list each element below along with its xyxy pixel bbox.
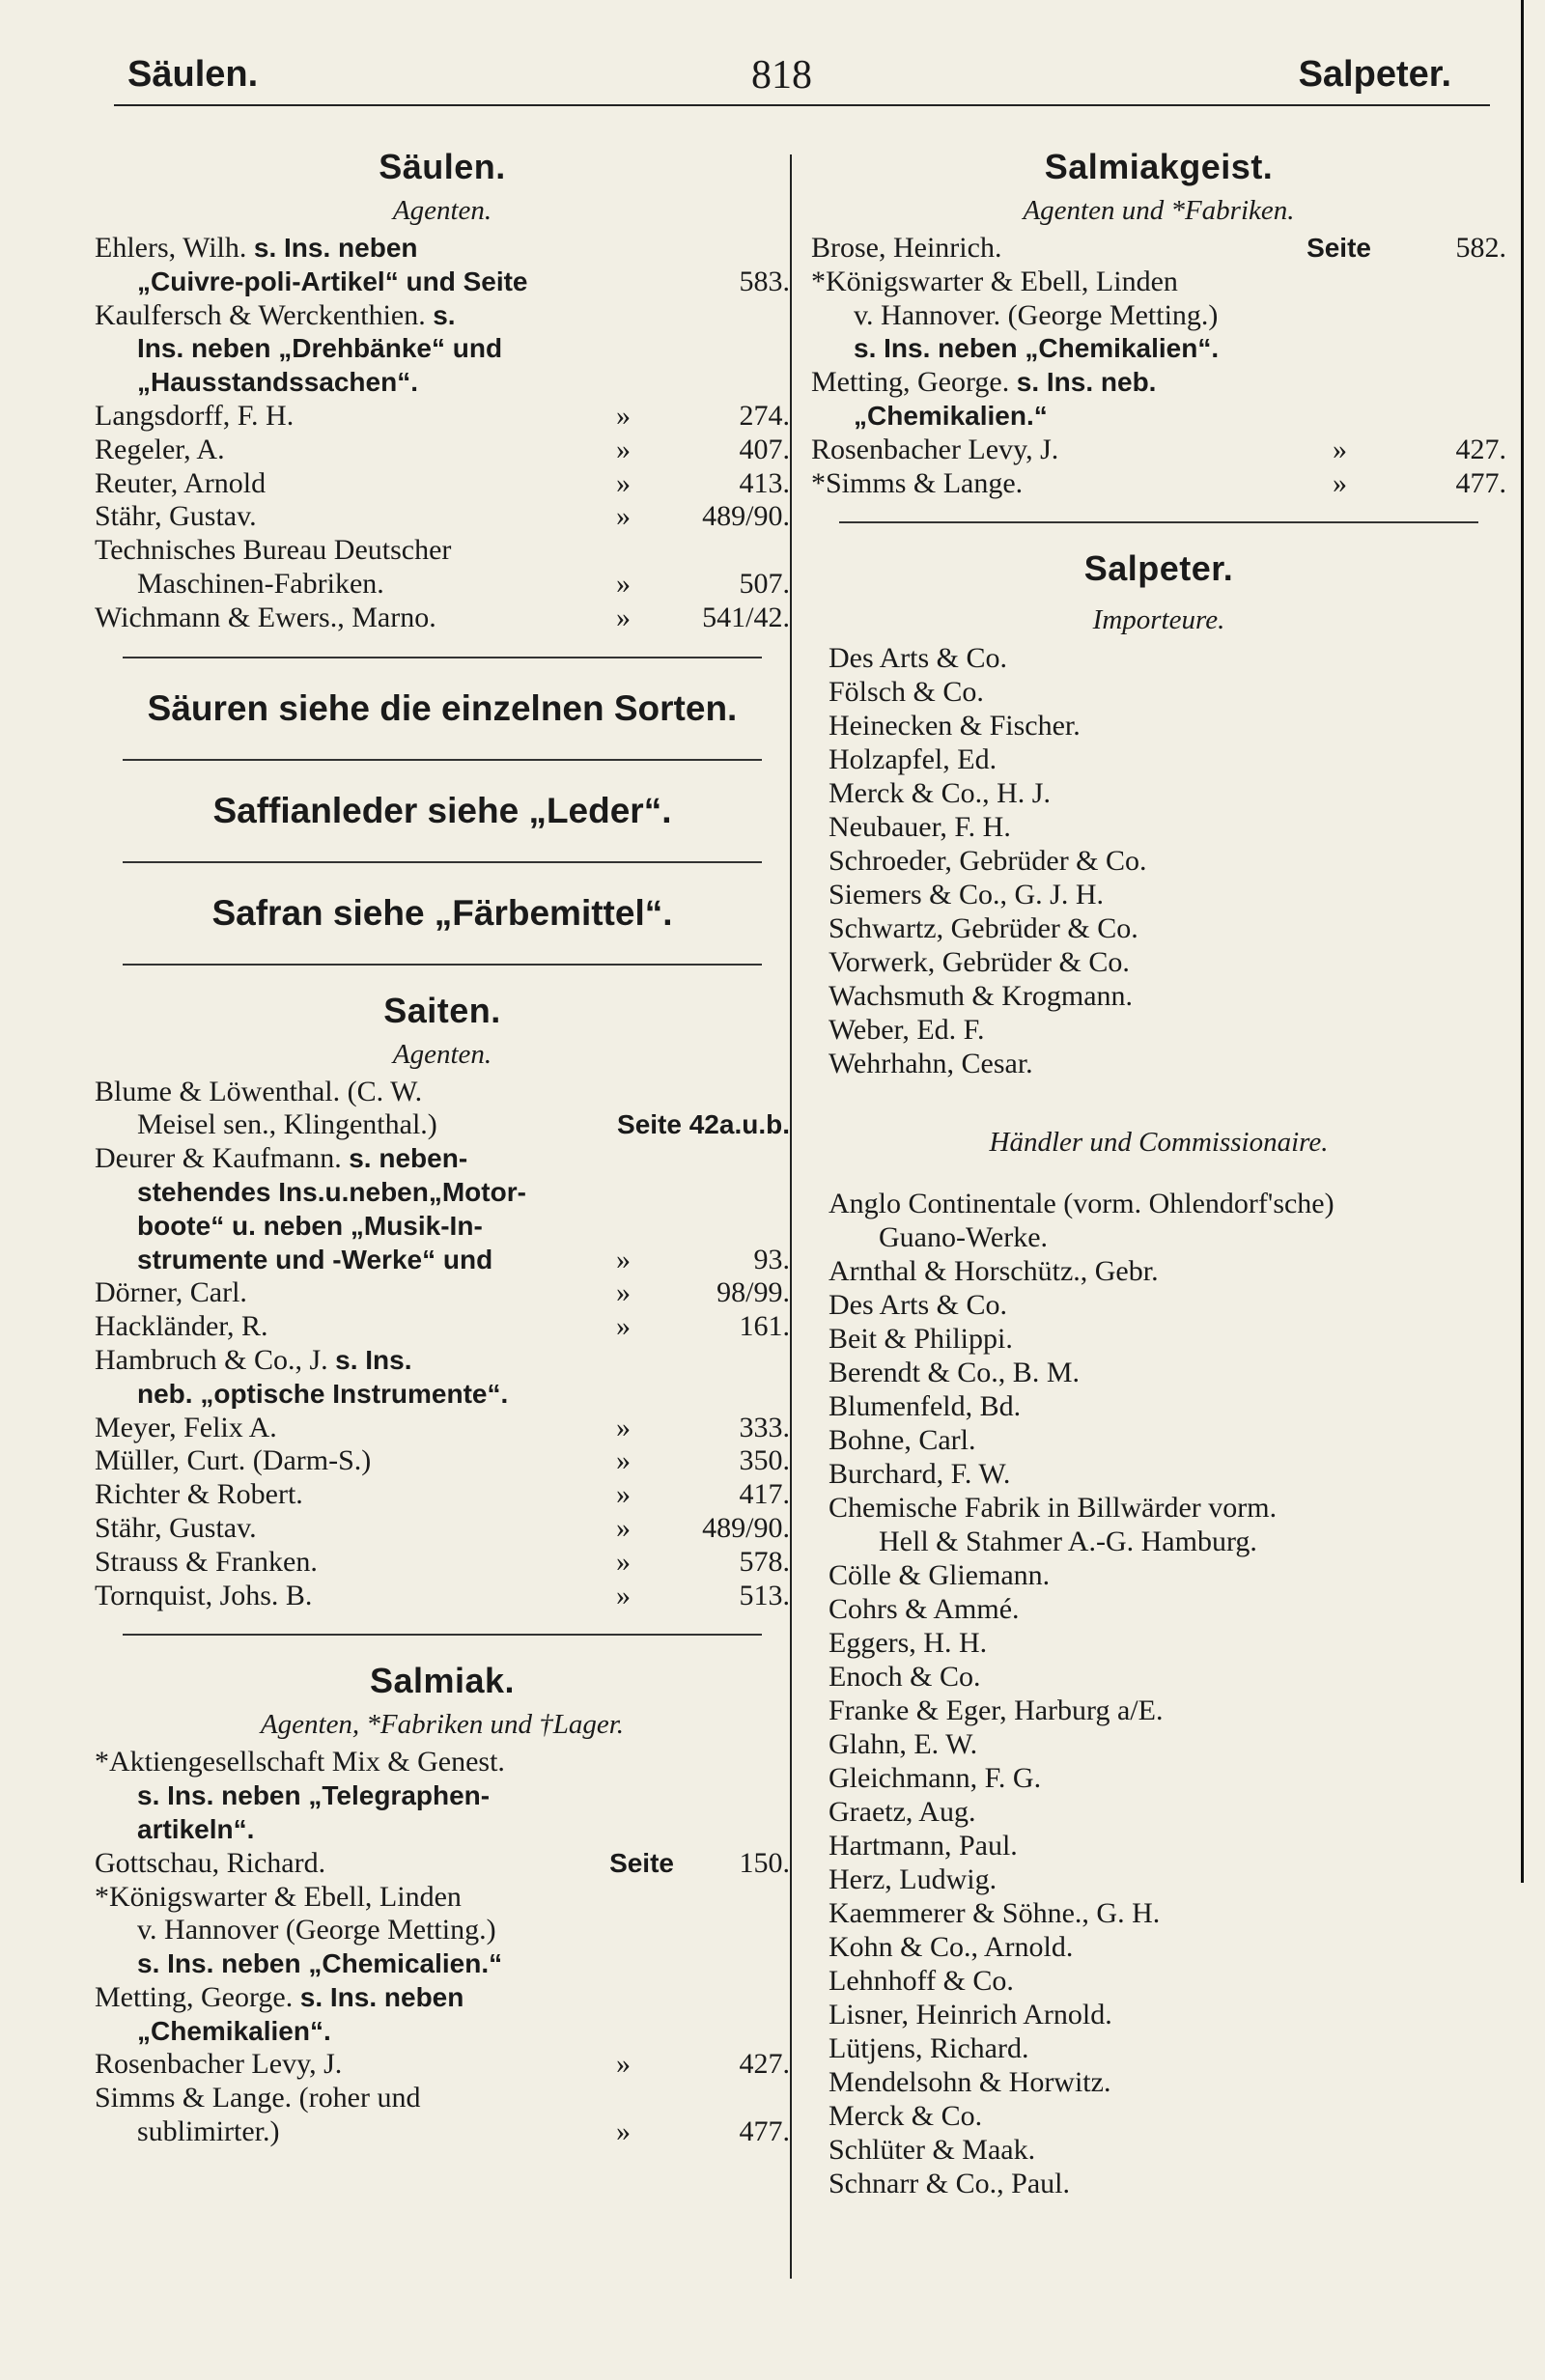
list-item: Gottschau, Richard. Seite 150. (95, 1846, 790, 1879)
cross-reference-saffianleder: Saffianleder siehe „Leder“. (212, 790, 672, 830)
list-item: Ehlers, Wilh. s. Ins. neben „Cuivre-poli-Artikel“ und Seite 583. (95, 232, 790, 297)
list-item: Anglo Continentale (vorm. Ohlendorf'sche) (829, 1188, 1334, 1220)
list-item: Rosenbacher Levy, J. » 427. (95, 2048, 790, 2081)
section-subtitle: Händler und Commissionaire. (989, 1127, 1329, 1159)
list-item: Lehnhoff & Co. (829, 1965, 1014, 1998)
list-item: Hambruch & Co., J. s. Ins. neb. „optische Instrumente“. (95, 1343, 509, 1409)
list-item: *Aktiengesellschaft Mix & Genest. s. Ins. neben „Telegraphen- artikeln“. (95, 1746, 505, 1844)
list-item: Des Arts & Co. (829, 642, 1008, 675)
list-item: Schroeder, Gebrüder & Co. (829, 845, 1147, 878)
section-title: Salpeter. (1083, 548, 1234, 589)
haendler-list (811, 1187, 1506, 2200)
section-subtitle: Agenten. (392, 195, 492, 226)
list-item: Beit & Philippi. (829, 1323, 1013, 1356)
list-item: Berendt & Co., B. M. (829, 1357, 1080, 1389)
divider (839, 521, 1478, 523)
list-item: Schlüter & Maak. (829, 2134, 1036, 2167)
list-item: Bohne, Carl. (829, 1424, 976, 1457)
list-item: Rosenbacher Levy, J. » 427. (811, 433, 1506, 465)
page-edge-rule (1521, 0, 1524, 1883)
section-title: Salmiakgeist. (1044, 147, 1274, 186)
list-item: Franke & Eger, Harburg a/E. (829, 1694, 1164, 1727)
list-item: Merck & Co., H. J. (829, 777, 1051, 810)
list-item: Blumenfeld, Bd. (829, 1390, 1022, 1423)
list-item: Arnthal & Horschütz., Gebr. (829, 1255, 1159, 1288)
list-item: Weber, Ed. F. (829, 1014, 985, 1047)
list-item: Kaulfersch & Werckenthien. s. Ins. neben „Drehbänke“ und „Hausstandssachen“. (95, 298, 503, 398)
list-item: Siemers & Co., G. J. H. (829, 879, 1104, 911)
cross-reference-safran: Safran siehe „Färbemittel“. (211, 892, 673, 933)
list-item: Meyer, Felix A. » 333. (95, 1411, 790, 1443)
list-item: Technisches Bureau Deutscher Maschinen-Fabriken. » 507. (95, 534, 790, 600)
list-item-continuation: Hell & Stahmer A.-G. Hamburg. (879, 1526, 1257, 1558)
list-item: *Königswarter & Ebell, Linden v. Hannover. (George Metting.) s. Ins. neben „Chemikalien“. (811, 265, 1220, 364)
list-item: Hartmann, Paul. (829, 1830, 1018, 1862)
section-title: Säulen. (379, 147, 506, 186)
list-item: Strauss & Franken. » 578. (95, 1545, 790, 1578)
divider (123, 861, 762, 863)
section-subtitle: Agenten und *Fabriken. (1023, 195, 1295, 226)
list-item: Simms & Lange. (roher und sublimirter.) » 477. (95, 2082, 790, 2148)
list-item: Tornquist, Johs. B. » 513. (95, 1579, 790, 1611)
section-subtitle: Importeure. (1092, 604, 1225, 636)
list-item: Wehrhahn, Cesar. (829, 1048, 1033, 1080)
list-item: *Königswarter & Ebell, Linden v. Hannover (George Metting.) s. Ins. neben „Chemicalien.“ (95, 1880, 503, 1979)
list-item: Graetz, Aug. (829, 1796, 976, 1829)
section-subtitle: Agenten, *Fabriken und †Lager. (260, 1709, 625, 1741)
list-item: Neubauer, F. H. (829, 811, 1011, 844)
list-item: Burchard, F. W. (829, 1458, 1011, 1491)
list-item: Müller, Curt. (Darm-S.) » 350. (95, 1444, 790, 1477)
cross-reference-saeuren: Säuren siehe die einzelnen Sorten. (147, 687, 738, 728)
list-item: Wichmann & Ewers., Marno. » 541/42. (95, 601, 790, 633)
section-salmiakgeist (811, 143, 1506, 500)
list-item: Langsdorff, F. H. » 274. (95, 399, 790, 432)
list-item-continuation: Guano-Werke. (879, 1221, 1049, 1254)
list-item: Schwartz, Gebrüder & Co. (829, 912, 1138, 945)
list-item: Metting, George. s. Ins. neben „Chemikalien“. (95, 1980, 464, 2046)
header-left-keyword: Säulen. (127, 54, 259, 95)
list-item: Kaemmerer & Söhne., G. H. (829, 1897, 1161, 1930)
list-item: Merck & Co. (829, 2100, 983, 2133)
list-item: Schnarr & Co., Paul. (829, 2168, 1070, 2200)
list-item: Kohn & Co., Arnold. (829, 1931, 1074, 1964)
list-item: Mendelsohn & Horwitz. (829, 2066, 1111, 2099)
list-item: Wachsmuth & Krogmann. (829, 980, 1134, 1013)
list-item: Heinecken & Fischer. (829, 710, 1081, 742)
list-item: Chemische Fabrik in Billwärder vorm. (829, 1492, 1278, 1525)
header-right-keyword: Salpeter. (1298, 54, 1451, 95)
list-item: Dörner, Carl. » 98/99. (95, 1276, 790, 1309)
section-salpeter (811, 545, 1506, 2200)
list-item: Stähr, Gustav. » 489/90. (95, 500, 790, 533)
list-item: Des Arts & Co. (829, 1289, 1008, 1322)
divider (123, 657, 762, 658)
list-item: Blume & Löwenthal. (C. W. Meisel sen., Klingenthal.) Seite 42a.u.b. (95, 1075, 790, 1141)
list-item: Lütjens, Richard. (829, 2032, 1029, 2065)
list-item: Richter & Robert. » 417. (95, 1478, 790, 1511)
left-column (95, 143, 790, 2149)
list-item: Cölle & Gliemann. (829, 1559, 1051, 1592)
list-item: Fölsch & Co. (829, 676, 984, 709)
list-item: Metting, George. s. Ins. neb. „Chemikalien.“ (811, 366, 1157, 431)
list-item: Regeler, A. » 407. (95, 433, 790, 465)
list-item: Hackländer, R. » 161. (95, 1310, 790, 1343)
section-subtitle: Agenten. (392, 1038, 492, 1070)
list-item: Enoch & Co. (829, 1661, 981, 1694)
list-item: Stähr, Gustav. » 489/90. (95, 1511, 790, 1544)
list-item: Eggers, H. H. (829, 1627, 988, 1660)
section-salmiak (95, 1657, 790, 2149)
right-column (811, 143, 1506, 2200)
divider (123, 759, 762, 761)
list-item: Holzapfel, Ed. (829, 743, 997, 776)
list-item: Deurer & Kaufmann. s. neben- stehendes Ins.u.neben„Motor- boote“ u. neben „Musik-In- strumente und -Werke“ und » 93. (95, 1142, 790, 1275)
list-item: Lisner, Heinrich Arnold. (829, 1999, 1112, 2031)
section-saiten (95, 987, 790, 1613)
section-title: Salmiak. (369, 1661, 516, 1701)
list-item: Herz, Ludwig. (829, 1863, 997, 1896)
list-item: Glahn, E. W. (829, 1728, 978, 1761)
list-item: Cohrs & Ammé. (829, 1593, 1020, 1626)
divider (123, 964, 762, 966)
list-item: *Simms & Lange. » 477. (811, 466, 1506, 499)
section-title: Saiten. (383, 990, 501, 1030)
list-item: Reuter, Arnold » 413. (95, 466, 790, 499)
running-header (114, 48, 1490, 106)
page-number: 818 (751, 53, 812, 98)
list-item: Vorwerk, Gebrüder & Co. (829, 946, 1130, 979)
section-saeulen (95, 143, 790, 635)
divider (123, 1634, 762, 1636)
column-divider (790, 154, 792, 2279)
list-item: Brose, Heinrich. Seite 582. (811, 232, 1506, 264)
importeure-list (811, 641, 1506, 1080)
list-item: Gleichmann, F. G. (829, 1762, 1042, 1795)
